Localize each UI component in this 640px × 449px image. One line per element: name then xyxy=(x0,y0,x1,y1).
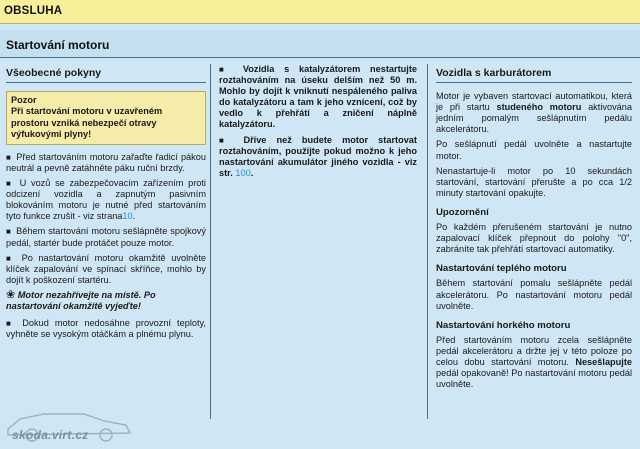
list-item-text: Po nastartování motoru okamžitě uvolněte klíček zapalování ve spínací skříňce, mohlo by dojít k poškození startéru. xyxy=(6,252,206,285)
paragraph: Po každém přerušeném startování je nutno zapalovací klíček přepnout do polohy "0", zabráníte tak přehřátí startovací automatiky. xyxy=(436,222,632,255)
list-item xyxy=(6,318,206,340)
paragraph-text: Před startováním motoru zcela sešlápněte pedál akcelerátoru a držte jej v této poloze po celou dobu startování motoru. xyxy=(436,334,632,367)
list-item xyxy=(219,135,417,179)
header-bar xyxy=(0,0,640,24)
general-heading: Všeobecné pokyny xyxy=(6,68,206,83)
column-general xyxy=(6,64,206,344)
carburetor-heading: Vozidla s karburátorem xyxy=(436,68,632,83)
column-catalyst xyxy=(219,64,417,183)
paragraph-text: pedál opakovaně! Po nastartování motoru pedál uvolněte. xyxy=(436,368,632,390)
square-bullet-icon: ■ xyxy=(6,253,14,263)
paragraph: Nenastartuje-li motor po 10 sekundách startování, startování přerušte a po cca 1/2 minuty startování opakujte. xyxy=(436,165,632,198)
paragraph-bold: Nesešlapujte xyxy=(575,356,632,367)
column-carburetor xyxy=(436,64,632,394)
watermark-text: skoda.virt.cz xyxy=(12,428,89,442)
paragraph-bold: studeného motoru xyxy=(496,102,582,113)
square-bullet-icon: ■ xyxy=(219,135,232,145)
square-bullet-icon: ■ xyxy=(6,152,12,162)
paragraph: Během startování pomalu sešlápněte pedál akcelerátoru. Po nastartování motoru pedál uvolněte. xyxy=(436,278,632,311)
list-item-text: Dříve než budete motor startovat roztahováním, použijte pokud možno k jeho nastartování akumulátor jiného vozidla - viz str. xyxy=(219,134,417,178)
eco-note-text: Motor nezahřívejte na místě. Po nastartování okamžitě vyjeďte! xyxy=(6,289,156,312)
list-item xyxy=(6,178,206,222)
section-title: Startování motoru xyxy=(6,38,110,52)
paragraph-text: aktivována jedním pomalým sešlápnutím pedálu akcelerátoru. xyxy=(436,102,632,135)
warm-engine-heading: Nastartování teplého motoru xyxy=(436,263,567,275)
hot-engine-heading: Nastartování horkého motoru xyxy=(436,319,571,331)
page-link[interactable]: 10 xyxy=(122,211,133,222)
list-item xyxy=(219,64,417,131)
paragraph-text: Motor je vybaven startovací automatikou, která je při startu xyxy=(436,91,632,113)
list-item xyxy=(6,226,206,248)
page-header-title: OBSLUHA xyxy=(4,5,63,17)
warning-box xyxy=(6,91,206,145)
square-bullet-icon: ■ xyxy=(6,319,15,329)
page-link[interactable]: 100 xyxy=(235,167,251,178)
paragraph xyxy=(436,335,632,390)
warning-text: Při startování motoru v uzavřeném prostoru vzniká nebezpečí otravy výfukovými plyny! xyxy=(11,106,163,139)
square-bullet-icon: ■ xyxy=(6,179,13,189)
list-item-text: Vozidla s katalyzátorem nestartujte roztahováním na úseku delším než 50 m. Mohlo by dojít k vniknutí nespáleného paliva do katalyzátoru a tam k jeho vznícení, což by vedlo k přehřátí a zničení náplně katalyzátoru. xyxy=(219,64,417,130)
list-item-text: U vozů se zabezpečovacím zařízením proti odcizení vozidla a zapnutým pasivním blokováním motoru je nutné před startováním tyto funkce zrušit - viz strana xyxy=(6,178,206,222)
square-bullet-icon: ■ xyxy=(219,65,232,74)
warning-title: Pozor xyxy=(11,95,37,106)
column-divider xyxy=(210,64,211,419)
paragraph xyxy=(436,91,632,135)
list-item xyxy=(6,253,206,286)
list-item-text: Dokud motor nedosáhne provozní teploty, vyhněte se vysokým otáčkám a plnému plynu. xyxy=(6,318,206,340)
list-item xyxy=(6,152,206,174)
list-item-text: . xyxy=(250,167,254,178)
list-item-text: Před startováním motoru zařaďte řadicí pákou neutrál a pevně zatáhněte páku ruční brzdy. xyxy=(6,151,206,173)
eco-note xyxy=(6,290,206,312)
list-item-text: . xyxy=(132,211,136,222)
notice-heading: Upozornění xyxy=(436,206,489,218)
paragraph: Po sešlápnutí pedál uvolněte a nastartujte motor. xyxy=(436,139,632,161)
column-divider xyxy=(427,64,428,419)
list-item-text: Během startování motoru sešlápněte spojkový pedál, startér bude protáčet pouze motor. xyxy=(6,226,206,248)
flower-icon: ❀ xyxy=(6,288,16,301)
square-bullet-icon: ■ xyxy=(6,227,12,237)
